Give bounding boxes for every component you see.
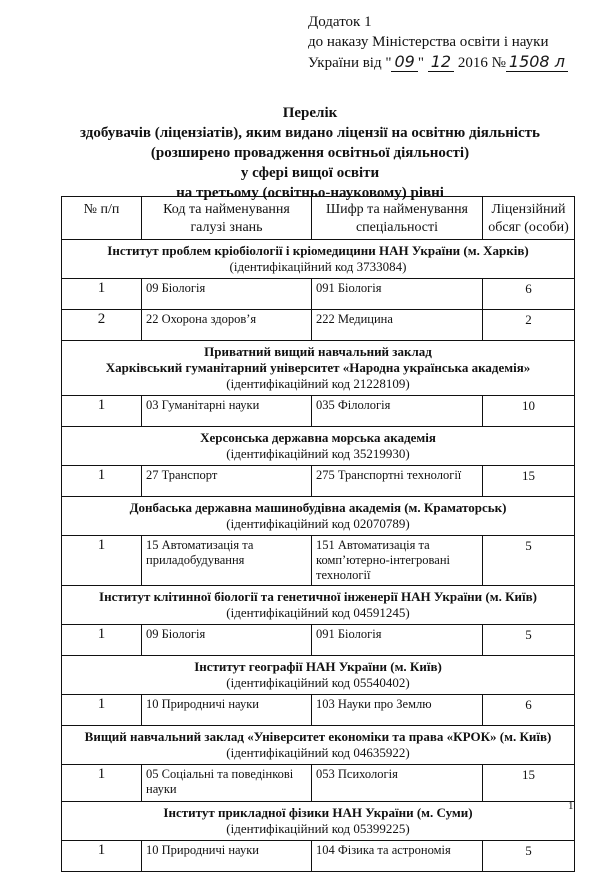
row-specialty: 091 Біологія [312, 625, 483, 656]
org-cell [62, 656, 575, 695]
row-field: 10 Природничі науки [142, 841, 312, 872]
row-field: 05 Соціальні та поведінкові науки [142, 765, 312, 802]
row-field: 15 Автоматизація та приладобудування [142, 536, 312, 586]
row-field: 22 Охорона здоров’я [142, 310, 312, 341]
org-name: Вищий навчальний заклад «Університет економіки та права «КРОК» (м. Київ) [84, 729, 552, 744]
row-num: 1 [62, 695, 142, 726]
org-code: (ідентифікаційний код 04635922) [226, 745, 410, 760]
org-row [62, 802, 575, 841]
annex-header [308, 12, 568, 73]
row-volume: 10 [483, 396, 575, 427]
org-cell [62, 586, 575, 625]
table-row [62, 396, 575, 427]
annex-line2: до наказу Міністерства освіти і науки [308, 34, 549, 50]
org-row [62, 586, 575, 625]
row-num: 1 [62, 396, 142, 427]
org-row [62, 656, 575, 695]
table-row [62, 695, 575, 726]
row-specialty: 053 Психологія [312, 765, 483, 802]
row-num: 1 [62, 625, 142, 656]
table-row [62, 466, 575, 497]
title-line: у сфері вищої освіти [240, 165, 380, 181]
org-code: (ідентифікаційний код 21228109) [226, 376, 410, 391]
org-code: (ідентифікаційний код 3733084) [229, 259, 407, 274]
row-num: 1 [62, 279, 142, 310]
row-num: 1 [62, 536, 142, 586]
table-row [62, 310, 575, 341]
row-specialty: 151 Автоматизація та комп’ютерно-інтегровані технології [312, 536, 483, 586]
org-name: Інститут географії НАН України (м. Київ) [194, 659, 442, 674]
row-field: 09 Біологія [142, 625, 312, 656]
org-row [62, 341, 575, 396]
table-row [62, 279, 575, 310]
header-num: № п/п [62, 197, 142, 240]
org-row [62, 497, 575, 536]
org-row [62, 427, 575, 466]
row-num: 1 [62, 841, 142, 872]
title-line: на третьому (освітньо-науковому) рівні [176, 185, 444, 201]
title-line: (розширено провадження освітньої діяльності) [150, 145, 470, 161]
org-cell [62, 240, 575, 279]
table-row [62, 625, 575, 656]
annex-year: 2016 № [457, 55, 506, 71]
org-name: Донбаська державна машинобудівна академія (м. Краматорськ) [129, 500, 507, 515]
org-name: Харківський гуманітарний університет «Народна українська академія» [105, 360, 531, 375]
row-num: 1 [62, 466, 142, 497]
row-volume: 6 [483, 279, 575, 310]
org-name: Херсонська державна морська академія [200, 430, 436, 445]
org-row [62, 726, 575, 765]
row-field: 03 Гуманітарні науки [142, 396, 312, 427]
org-cell [62, 802, 575, 841]
table-row [62, 841, 575, 872]
row-specialty: 222 Медицина [312, 310, 483, 341]
row-volume: 5 [483, 841, 575, 872]
table-header-row [62, 197, 575, 240]
row-num: 2 [62, 310, 142, 341]
row-num: 1 [62, 765, 142, 802]
row-volume: 5 [483, 536, 575, 586]
row-specialty: 091 Біологія [312, 279, 483, 310]
row-volume: 6 [483, 695, 575, 726]
row-field: 09 Біологія [142, 279, 312, 310]
org-cell [62, 726, 575, 765]
org-name: Інститут прикладної фізики НАН України (м. Суми) [163, 805, 473, 820]
licenses-table [61, 196, 575, 872]
row-volume: 15 [483, 765, 575, 802]
org-code: (ідентифікаційний код 35219930) [226, 446, 410, 461]
org-code: (ідентифікаційний код 02070789) [226, 516, 410, 531]
org-name: Приватний вищий навчальний заклад [204, 344, 432, 359]
header-volume: Ліцензійний обсяг (особи) [483, 197, 575, 240]
org-row [62, 240, 575, 279]
handwritten-month: 12 [428, 52, 454, 72]
document-title [40, 103, 580, 203]
row-field: 27 Транспорт [142, 466, 312, 497]
row-volume: 5 [483, 625, 575, 656]
handwritten-order-number: 1508 л [506, 52, 568, 72]
header-field: Код та найменування галузі знань [142, 197, 312, 240]
annex-quote: " [417, 55, 424, 71]
org-code: (ідентифікаційний код 04591245) [226, 605, 410, 620]
table-row [62, 536, 575, 586]
org-name: Інститут клітинної біології та генетичної інженерії НАН України (м. Київ) [99, 589, 537, 604]
org-name: Інститут проблем кріобіології і кріомедицини НАН України (м. Харків) [107, 243, 529, 258]
row-specialty: 035 Філологія [312, 396, 483, 427]
table-body [62, 240, 575, 872]
header-specialty: Шифр та найменування спеціальності [312, 197, 483, 240]
row-volume: 2 [483, 310, 575, 341]
row-field: 10 Природничі науки [142, 695, 312, 726]
row-specialty: 104 Фізика та астрономія [312, 841, 483, 872]
annex-prefix: України від " [308, 55, 392, 71]
handwritten-day: 09 [391, 52, 417, 72]
org-cell [62, 341, 575, 396]
org-cell [62, 497, 575, 536]
row-specialty: 275 Транспортні технології [312, 466, 483, 497]
org-code: (ідентифікаційний код 05399225) [226, 821, 410, 836]
title-line: здобувачів (ліцензіатів), яким видано ліцензії на освітню діяльність [80, 125, 540, 141]
row-volume: 15 [483, 466, 575, 497]
table-row [62, 765, 575, 802]
page-number: 1 [568, 800, 574, 812]
org-cell [62, 427, 575, 466]
annex-line3 [308, 52, 568, 73]
row-specialty: 103 Науки про Землю [312, 695, 483, 726]
annex-line1: Додаток 1 [308, 14, 372, 30]
title-line: Перелік [282, 105, 338, 121]
org-code: (ідентифікаційний код 05540402) [226, 675, 410, 690]
